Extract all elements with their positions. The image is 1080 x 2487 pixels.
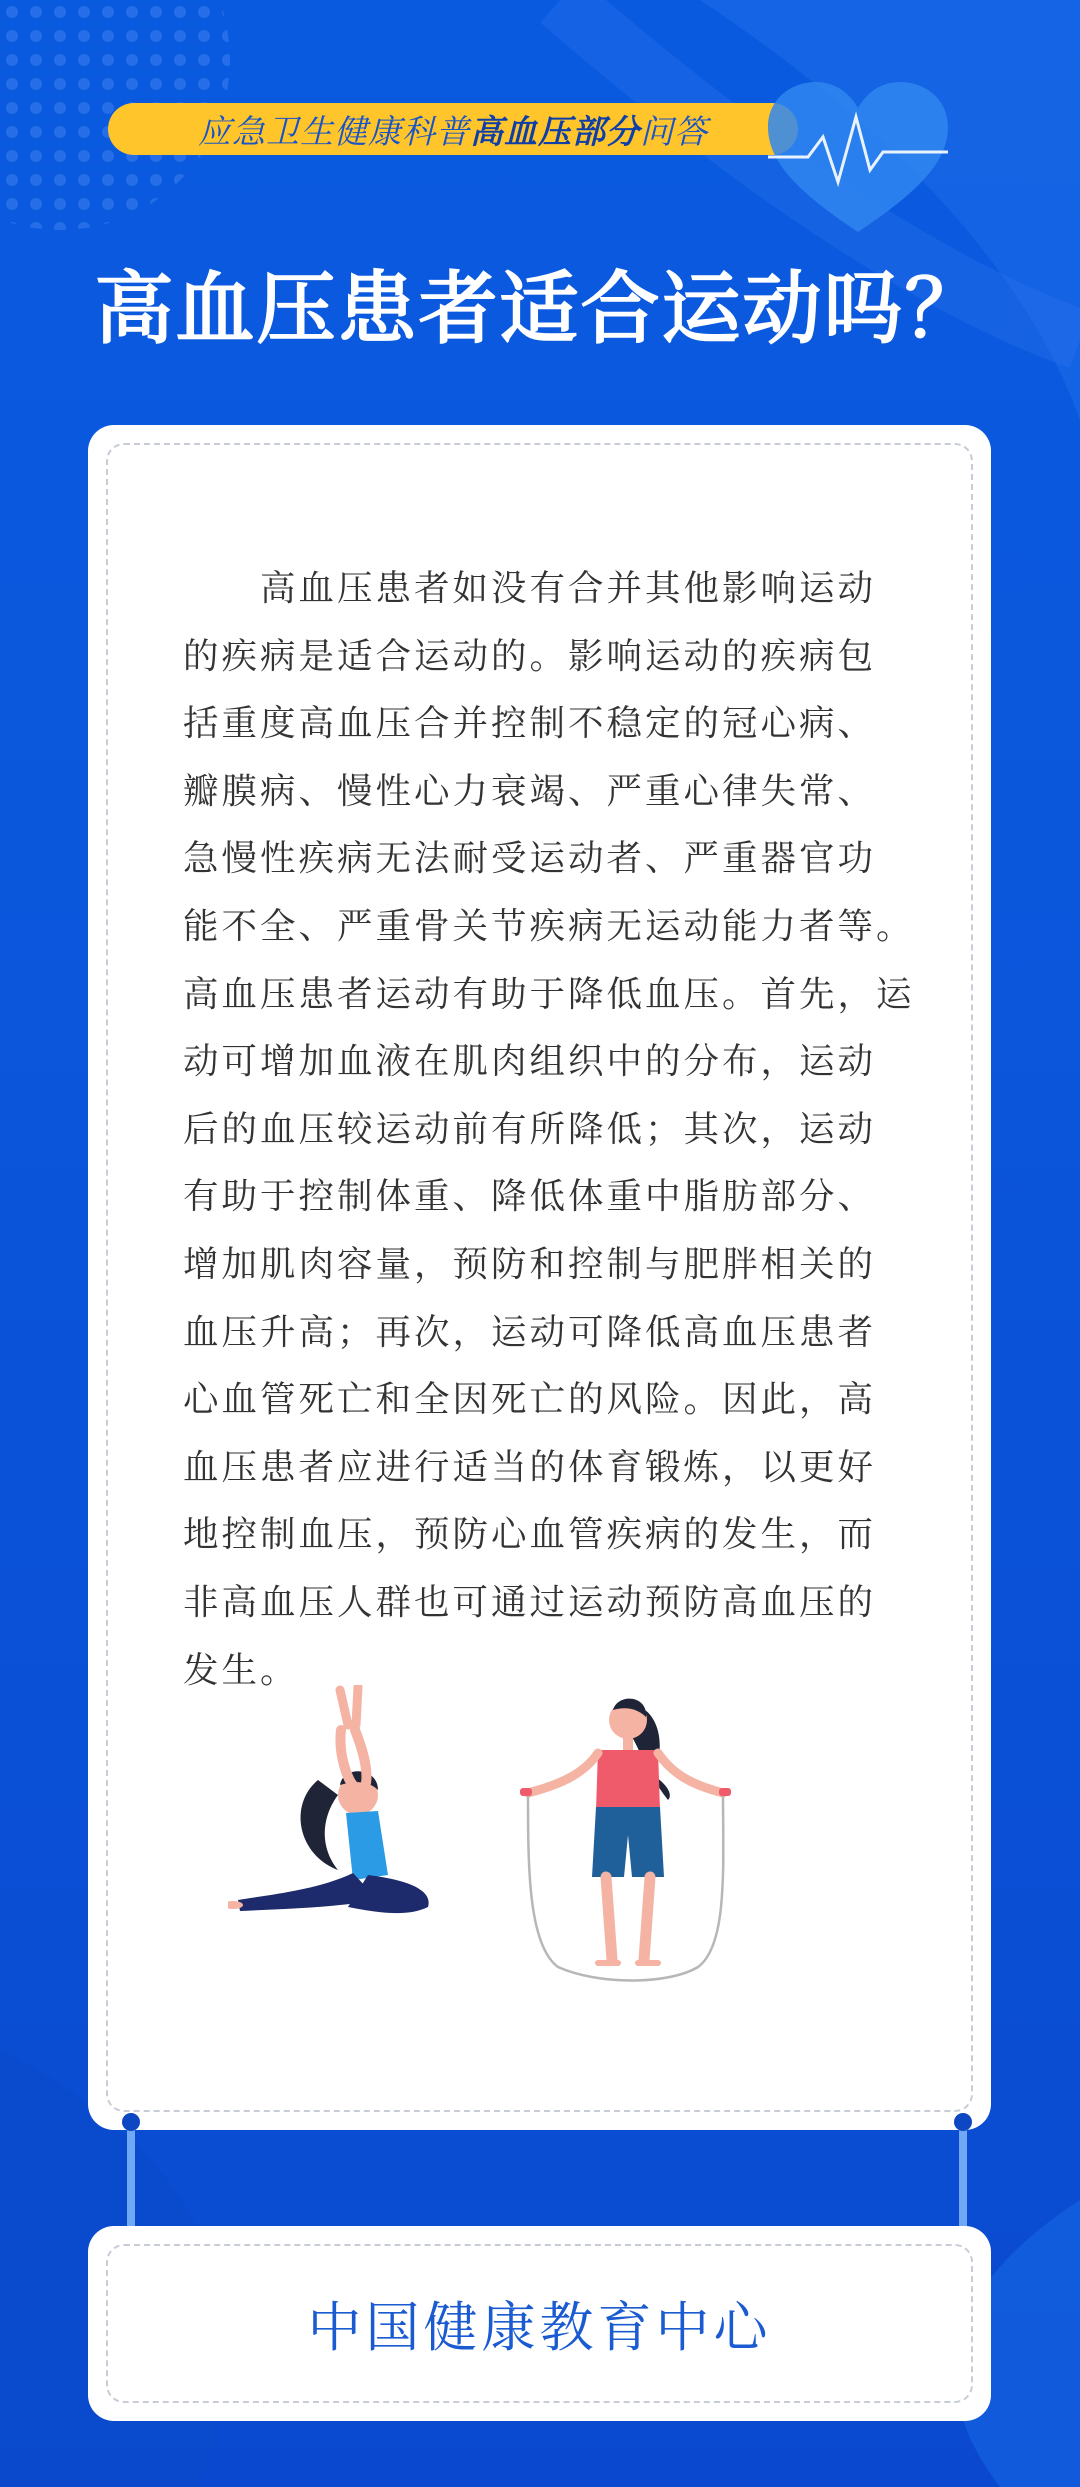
text-line: 动可增加血液在肌肉组织中的分布，运动 — [183, 1041, 877, 1083]
text-line: 血压升高；再次，运动可降低高血压患者 — [183, 1311, 877, 1353]
publisher-dashed-border — [106, 2244, 973, 2403]
text-line: 的疾病是适合运动的。影响运动的疾病包 — [183, 635, 877, 677]
text-line: 急慢性疾病无法耐受运动者、严重器官功 — [183, 838, 877, 880]
text-line: 能不全、严重骨关节疾病无运动能力者等。 — [183, 905, 915, 947]
text-line: 增加肌肉容量，预防和控制与肥胖相关的 — [183, 1243, 877, 1285]
jump-rope-figure — [520, 1699, 731, 1981]
banner-suffix: 问答 — [640, 111, 708, 151]
text-line: 有助于控制体重、降低体重中脂肪部分、 — [183, 1176, 877, 1218]
exercise-illustration — [228, 1685, 948, 2015]
text-line: 地控制血压，预防心血管疾病的发生，而 — [183, 1514, 877, 1556]
content-card — [88, 425, 991, 2130]
publisher-name: 中国健康教育中心 — [307, 2296, 772, 2359]
banner-prefix: 应急卫生健康科普 — [198, 111, 470, 151]
text-line: 括重度高血压合并控制不稳定的冠心病、 — [183, 703, 877, 745]
publisher-card — [88, 2226, 991, 2421]
page-title: 高血压患者适合运动吗？ — [94, 263, 986, 355]
text-line: 心血管死亡和全因死亡的风险。因此，高 — [183, 1379, 877, 1421]
text-line: 瓣膜病、慢性心力衰竭、严重心律失常、 — [183, 770, 877, 812]
article-text — [183, 555, 915, 1704]
yoga-figure — [228, 1687, 429, 1913]
text-line: 高血压患者如没有合并其他影响运动 — [183, 568, 877, 609]
text-line: 高血压患者运动有助于降低血压。首先，运 — [183, 973, 915, 1015]
text-line: 非高血压人群也可通过运动预防高血压的 — [183, 1581, 877, 1623]
heart-pulse-icon — [768, 82, 948, 242]
text-line: 血压患者应进行适当的体育锻炼，以更好 — [183, 1446, 877, 1488]
text-line: 后的血压较运动前有所降低；其次，运动 — [183, 1108, 877, 1150]
text-line: 发生。 — [183, 1649, 299, 1691]
topic-banner — [108, 103, 798, 155]
banner-highlight: 高血压部分 — [470, 111, 640, 151]
